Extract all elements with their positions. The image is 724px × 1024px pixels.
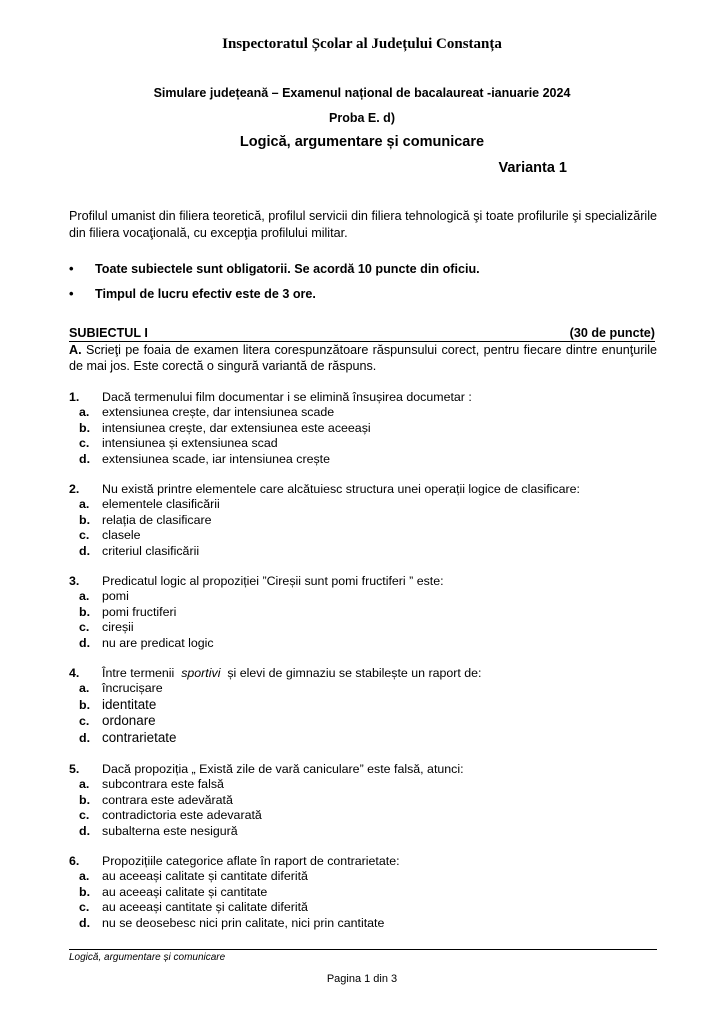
- option-text: intensiunea și extensiunea scad: [102, 436, 278, 450]
- option-letter: d.: [79, 730, 91, 745]
- option-text: cireșii: [102, 620, 134, 634]
- question-number: 4.: [69, 666, 80, 680]
- option-text: contradictoria este adevarată: [102, 808, 262, 822]
- question-number: 6.: [69, 854, 80, 868]
- option-text: nu se deosebesc nici prin calitate, nici prin cantitate: [102, 915, 385, 930]
- option-text: elementele clasificării: [102, 497, 220, 511]
- option-letter: a.: [79, 589, 90, 603]
- exam-test-code: Proba E. d): [329, 111, 395, 125]
- option-text: subalterna este nesigură: [102, 823, 238, 838]
- option-text: extensiunea crește, dar intensiunea scade: [102, 405, 335, 419]
- option-text: pomi fructiferi: [102, 604, 177, 619]
- question-text: Predicatul logic al propoziției ”Cireșii sunt pomi fructiferi ” este:: [102, 574, 444, 588]
- option-letter: c.: [79, 620, 90, 634]
- question-number: 1.: [69, 390, 80, 404]
- exam-variant: Varianta 1: [498, 160, 567, 176]
- option-text: relația de clasificare: [102, 512, 212, 527]
- option-letter: b.: [79, 697, 91, 712]
- option-text: contrara este adevărată: [102, 792, 233, 807]
- section-title: SUBIECTUL I: [69, 326, 148, 340]
- profile-paragraph: Profilul umanist din filiera teoretică, profilul servicii din filiera tehnologică şi toate profilurile şi specializările din filiera vocaţională, cu excepţia profilului militar.: [69, 209, 657, 240]
- question-6: [69, 853, 657, 931]
- option-letter: a.: [79, 405, 90, 419]
- instruction-item: • Timpul de lucru efectiv este de 3 ore.: [69, 287, 657, 312]
- option-letter: c.: [79, 436, 90, 450]
- option-text: ordonare: [102, 713, 156, 728]
- option-letter: a.: [79, 777, 90, 791]
- question-text: Propozițiile categorice aflate în raport de contrarietate:: [102, 854, 400, 868]
- exam-subject-title: Logică, argumentare și comunicare: [239, 134, 485, 150]
- option-letter: d.: [79, 635, 91, 650]
- page-number: Pagina 1 din 3: [326, 973, 398, 985]
- option-letter: c.: [79, 714, 90, 728]
- option-letter: c.: [79, 528, 90, 542]
- option-text: intensiunea crește, dar extensiunea este aceeași: [102, 420, 371, 435]
- option-text: au aceeași cantitate și calitate diferită: [102, 900, 308, 914]
- exam-session-title: Simulare județeană – Examenul național de bacalaureat -ianuarie 2024: [153, 86, 571, 100]
- question-number: 2.: [69, 482, 80, 496]
- question-4: [69, 665, 657, 746]
- option-letter: b.: [79, 884, 91, 899]
- option-letter: d.: [79, 451, 91, 466]
- option-text: clasele: [102, 528, 141, 542]
- question-5: [69, 761, 657, 839]
- question-3: [69, 573, 657, 651]
- question-text: Dacă propoziția „ Există zile de vară caniculare” este falsă, atunci:: [102, 762, 464, 776]
- option-letter: c.: [79, 808, 90, 822]
- option-text: au aceeași calitate și cantitate: [102, 884, 268, 899]
- question-text: Între termenii sportivi și elevi de gimnaziu se stabilește un raport de:: [102, 666, 482, 680]
- option-text: extensiunea scade, iar intensiunea crește: [102, 451, 330, 466]
- question-number: 3.: [69, 574, 80, 588]
- option-text: criteriul clasificării: [102, 543, 200, 558]
- instructions-list: [69, 262, 657, 312]
- question-text: Dacă termenului film documentar i se elimină însușirea documetar :: [102, 390, 472, 404]
- option-text: încrucișare: [102, 681, 163, 695]
- section-points: (30 de puncte): [569, 326, 655, 340]
- option-text: subcontrara este falsă: [102, 777, 224, 791]
- question-1: [69, 389, 657, 467]
- option-letter: a.: [79, 681, 90, 695]
- question-text: Nu există printre elementele care alcătuiesc structura unei operații logice de clasificare:: [102, 482, 580, 496]
- option-letter: b.: [79, 792, 91, 807]
- option-text: identitate: [102, 696, 157, 712]
- option-text: nu are predicat logic: [102, 635, 214, 650]
- option-letter: d.: [79, 823, 91, 838]
- intro-letter: A.: [69, 343, 82, 357]
- instruction-item: • Toate subiectele sunt obligatorii. Se acordă 10 puncte din oficiu.: [69, 262, 657, 287]
- section-intro: [69, 342, 657, 374]
- option-letter: b.: [79, 512, 91, 527]
- question-number: 5.: [69, 762, 80, 776]
- option-letter: b.: [79, 420, 91, 435]
- question-2: [69, 481, 657, 559]
- option-text: pomi: [102, 589, 129, 603]
- footer-subject: Logică, argumentare și comunicare: [69, 952, 226, 963]
- intro-text: Scrieţi pe foaia de examen litera corespunzătoare răspunsului corect, pentru fiecare dintre enunţurile de mai jos. Este corectă o singură variantă de răspuns.: [69, 343, 657, 373]
- option-letter: d.: [79, 543, 91, 558]
- option-letter: c.: [79, 900, 90, 914]
- option-letter: a.: [79, 497, 90, 511]
- option-text: au aceeași calitate și cantitate diferită: [102, 869, 308, 883]
- option-letter: d.: [79, 915, 91, 930]
- option-letter: b.: [79, 604, 91, 619]
- section-heading: [69, 326, 655, 342]
- italic-term: sportivi: [181, 666, 221, 680]
- footer-divider: [69, 949, 657, 950]
- inspectorate-title: Inspectoratul Școlar al Județului Constanța: [222, 36, 502, 52]
- option-letter: a.: [79, 869, 90, 883]
- option-text: contrarietate: [102, 729, 177, 745]
